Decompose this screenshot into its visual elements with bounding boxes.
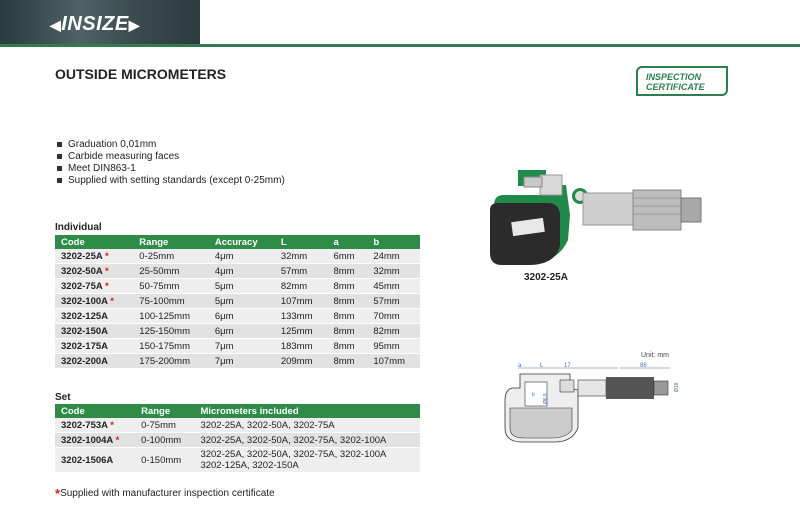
header-banner: [0, 0, 800, 46]
set-label: Set: [55, 392, 71, 403]
b-cell: 82mm: [367, 324, 420, 339]
dim-L: L: [540, 363, 544, 369]
code-cell: [55, 264, 133, 279]
range-cell: 0-75mm: [135, 418, 194, 433]
code-text: 3202-100A: [61, 295, 108, 307]
code-text: 3202-1506A: [61, 454, 114, 466]
range-cell: 0-150mm: [135, 448, 194, 473]
set-table: [55, 404, 420, 473]
col-header-L: L: [275, 235, 328, 249]
table-row: [55, 324, 420, 339]
accuracy-cell: 7μm: [209, 339, 275, 354]
feature-item: Meet DIN863-1: [55, 163, 285, 175]
code-text: 3202-150A: [61, 325, 109, 337]
L-cell: 209mm: [275, 354, 328, 369]
col-header-range: Range: [133, 235, 209, 249]
footnote: [55, 486, 275, 501]
dim-65: Ø6.5: [543, 393, 549, 404]
a-cell: 6mm: [327, 249, 367, 264]
col-header-code: Code: [55, 404, 135, 418]
L-cell: 125mm: [275, 324, 328, 339]
feature-item: Carbide measuring faces: [55, 151, 285, 163]
code-text: 3202-75A: [61, 280, 103, 292]
dim-86: 86: [640, 363, 647, 369]
table-header-row: [55, 404, 420, 418]
a-cell: 8mm: [327, 309, 367, 324]
code-text: 3202-753A: [61, 419, 108, 431]
feature-item: Graduation 0,01mm: [55, 139, 285, 151]
code-text: 3202-1004A: [61, 434, 113, 446]
a-cell: 8mm: [327, 279, 367, 294]
accuracy-cell: 5μm: [209, 294, 275, 309]
table-row: [55, 354, 420, 369]
code-cell: [55, 339, 133, 354]
b-cell: 107mm: [367, 354, 420, 369]
col-header-b: b: [367, 235, 420, 249]
code-cell: [55, 418, 135, 433]
inspection-certificate-badge: [636, 66, 728, 96]
table-row: [55, 418, 420, 433]
range-cell: 175-200mm: [133, 354, 209, 369]
code-cell: [55, 309, 133, 324]
certificate-star: *: [110, 419, 114, 431]
cert-line-1: INSPECTION: [646, 72, 702, 82]
L-cell: 32mm: [275, 249, 328, 264]
a-cell: 8mm: [327, 324, 367, 339]
range-cell: 100-125mm: [133, 309, 209, 324]
b-cell: 32mm: [367, 264, 420, 279]
included-line: 3202-25A, 3202-50A, 3202-75A, 3202-100A: [200, 449, 387, 460]
dim-17: 17: [564, 363, 571, 369]
accuracy-cell: 5μm: [209, 279, 275, 294]
included-cell: 3202-25A, 3202-50A, 3202-75A: [194, 418, 420, 433]
b-cell: 57mm: [367, 294, 420, 309]
feature-list: [55, 139, 285, 187]
individual-table: [55, 235, 420, 369]
col-header-range: Range: [135, 404, 194, 418]
a-cell: 8mm: [327, 264, 367, 279]
table-row: [55, 249, 420, 264]
accuracy-cell: 4μm: [209, 264, 275, 279]
a-cell: 8mm: [327, 339, 367, 354]
table-row: [55, 448, 420, 473]
L-cell: 82mm: [275, 279, 328, 294]
certificate-star: *: [105, 265, 109, 277]
unit-label: Unit: mm: [641, 352, 669, 359]
logo-arrow-left-icon: ◀: [50, 17, 62, 33]
code-cell: [55, 279, 133, 294]
dim-18: Ø18: [674, 382, 680, 392]
certificate-star: *: [115, 434, 120, 446]
product-image-label: 3202-25A: [524, 272, 568, 283]
L-cell: 107mm: [275, 294, 328, 309]
col-header-code: Code: [55, 235, 133, 249]
range-cell: 75-100mm: [133, 294, 209, 309]
range-cell: 125-150mm: [133, 324, 209, 339]
logo-text: INSIZE: [61, 13, 129, 35]
range-cell: 25-50mm: [133, 264, 209, 279]
footnote-text: Supplied with manufacturer inspection certificate: [60, 488, 275, 499]
included-cell: [194, 448, 420, 473]
footnote-star: *: [55, 486, 61, 501]
code-cell: [55, 324, 133, 339]
range-cell: 50-75mm: [133, 279, 209, 294]
col-header-accuracy: Accuracy: [209, 235, 275, 249]
code-text: 3202-25A: [61, 250, 103, 262]
range-cell: 0-25mm: [133, 249, 209, 264]
b-cell: 95mm: [367, 339, 420, 354]
certificate-star: *: [105, 250, 109, 262]
accuracy-cell: 6μm: [209, 309, 275, 324]
a-cell: 8mm: [327, 354, 367, 369]
table-header-row: [55, 235, 420, 249]
table-row: [55, 433, 420, 448]
range-cell: 150-175mm: [133, 339, 209, 354]
certificate-star: *: [105, 280, 109, 292]
L-cell: 57mm: [275, 264, 328, 279]
dim-b: b: [532, 392, 535, 398]
feature-item: Supplied with setting standards (except 0-25mm): [55, 175, 285, 187]
individual-label: Individual: [55, 222, 102, 233]
L-cell: 183mm: [275, 339, 328, 354]
code-text: 3202-50A: [61, 265, 103, 277]
table-row: [55, 264, 420, 279]
accuracy-cell: 6μm: [209, 324, 275, 339]
code-cell: [55, 249, 133, 264]
b-cell: 45mm: [367, 279, 420, 294]
page-title: OUTSIDE MICROMETERS: [55, 66, 227, 82]
certificate-star: *: [110, 295, 114, 307]
code-text: 3202-125A: [61, 310, 109, 322]
brand-logo[interactable]: [50, 13, 140, 36]
micrometer-product-image: [488, 165, 713, 270]
code-cell: [55, 354, 133, 369]
included-cell: 3202-25A, 3202-50A, 3202-75A, 3202-100A: [194, 433, 420, 448]
col-header-included: Micrometers included: [194, 404, 420, 418]
included-line: 3202-125A, 3202-150A: [200, 460, 299, 471]
a-cell: 8mm: [327, 294, 367, 309]
b-cell: 24mm: [367, 249, 420, 264]
code-cell: [55, 294, 133, 309]
cert-line-2: CERTIFICATE: [646, 82, 705, 92]
accuracy-cell: 7μm: [209, 354, 275, 369]
table-row: [55, 309, 420, 324]
L-cell: 133mm: [275, 309, 328, 324]
code-text: 3202-200A: [61, 355, 109, 367]
code-cell: [55, 448, 135, 473]
table-row: [55, 339, 420, 354]
b-cell: 70mm: [367, 309, 420, 324]
dimension-drawing: [500, 360, 700, 450]
dim-a: a: [518, 363, 522, 369]
code-cell: [55, 433, 135, 448]
col-header-a: a: [327, 235, 367, 249]
logo-arrow-right-icon: ▶: [128, 17, 141, 33]
code-text: 3202-175A: [61, 340, 109, 352]
range-cell: 0-100mm: [135, 433, 194, 448]
table-row: [55, 294, 420, 309]
table-row: [55, 279, 420, 294]
banner-accent-line: [0, 44, 800, 47]
accuracy-cell: 4μm: [209, 249, 275, 264]
